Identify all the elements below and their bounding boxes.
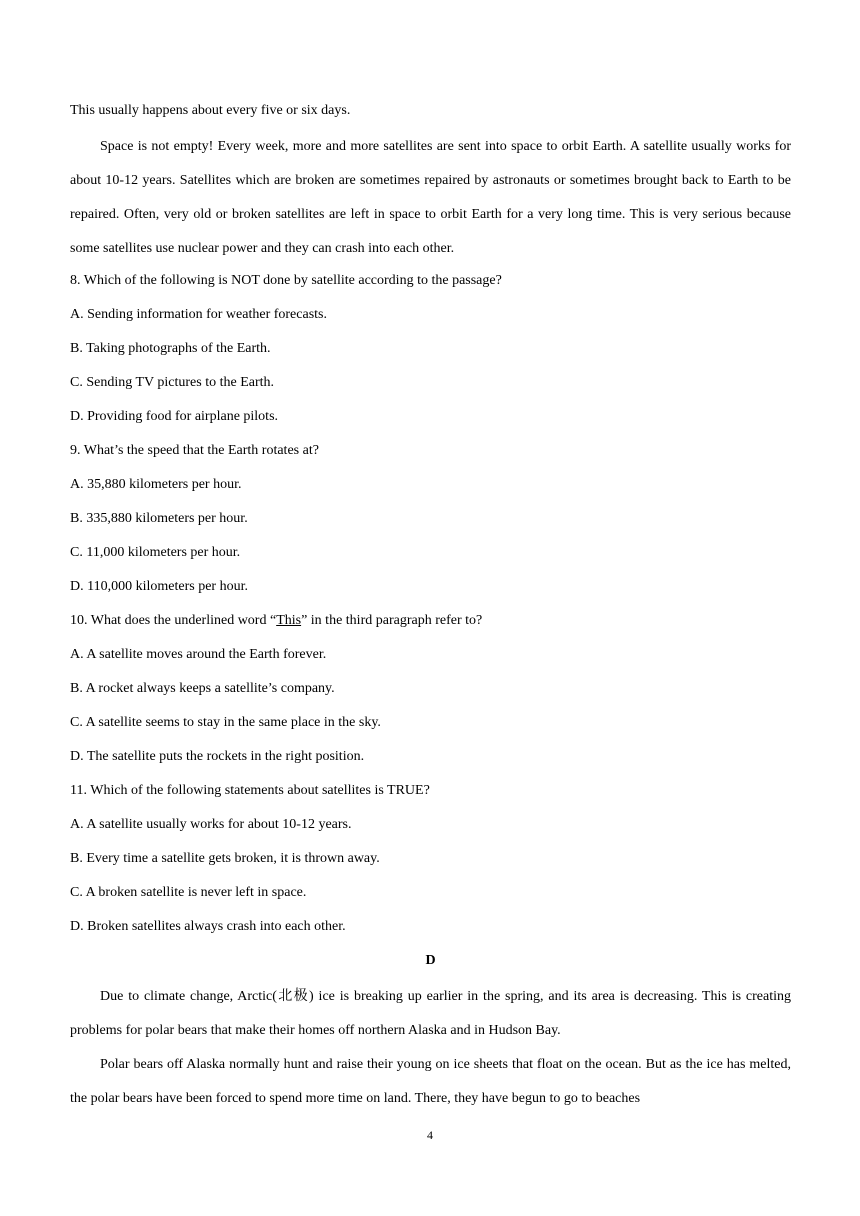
question-9-stem: 9. What’s the speed that the Earth rotates at?	[70, 443, 319, 458]
question-9-option-d: D. 110,000 kilometers per hour.	[70, 579, 248, 594]
paragraph-d1: Due to climate change, Arctic(北极) ice is breaking up earlier in the spring, and its area is decreasing. This is creating problems for polar bears that make their homes off northern Alaska and in Hudson Bay.	[70, 989, 791, 1038]
question-11-stem: 11. Which of the following statements about satellites is TRUE?	[70, 783, 430, 798]
section-heading: D	[425, 953, 436, 968]
question-8-option-d: D. Providing food for airplane pilots.	[70, 409, 279, 424]
question-8-stem: 8. Which of the following is NOT done by satellite according to the passage?	[70, 273, 502, 288]
question-9-option-c: C. 11,000 kilometers per hour.	[70, 545, 241, 560]
question-10-option-a: A. A satellite moves around the Earth forever.	[70, 647, 327, 662]
question-11-option-b: B. Every time a satellite gets broken, it is thrown away.	[70, 851, 380, 866]
question-10-option-b: B. A rocket always keeps a satellite’s company.	[70, 681, 335, 696]
question-9-option-a: A. 35,880 kilometers per hour.	[70, 477, 242, 492]
question-10-stem	[70, 606, 791, 640]
question-8-option-b: B. Taking photographs of the Earth.	[70, 341, 271, 356]
question-10-stem-suffix: ” in the third paragraph refer to?	[301, 613, 483, 628]
question-10-underlined-word: This	[276, 613, 302, 628]
question-11-option-d: D. Broken satellites always crash into each other.	[70, 919, 346, 934]
question-8-option-a: A. Sending information for weather forecasts.	[70, 307, 327, 322]
question-9-option-b: B. 335,880 kilometers per hour.	[70, 511, 248, 526]
question-10-option-c: C. A satellite seems to stay in the same place in the sky.	[70, 715, 381, 730]
paragraph-space: Space is not empty! Every week, more and more satellites are sent into space to orbit Earth. A satellite usually works for about 10-12 years. Satellites which are broken are sometimes repaired by astronauts or sometimes brought back to Earth to be repaired. Often, very old or broken satellites are left in space to orbit Earth for a very long time. This is very serious because some satellites use nuclear power and they can crash into each other.	[70, 139, 791, 256]
carryover-line: This usually happens about every five or six days.	[70, 103, 351, 118]
question-8-option-c: C. Sending TV pictures to the Earth.	[70, 375, 275, 390]
question-10-stem-prefix: 10. What does the underlined word “	[70, 613, 277, 628]
question-11-option-c: C. A broken satellite is never left in space.	[70, 885, 307, 900]
question-10-option-d: D. The satellite puts the rockets in the right position.	[70, 749, 365, 764]
paragraph-d2: Polar bears off Alaska normally hunt and raise their young on ice sheets that float on the ocean. But as the ice has melted, the polar bears have been forced to spend more time on land. There, they have begun to go to beaches	[70, 1057, 791, 1106]
document-page	[70, 96, 791, 1116]
question-11-option-a: A. A satellite usually works for about 10-12 years.	[70, 817, 352, 832]
page-number: 4	[427, 1128, 433, 1142]
